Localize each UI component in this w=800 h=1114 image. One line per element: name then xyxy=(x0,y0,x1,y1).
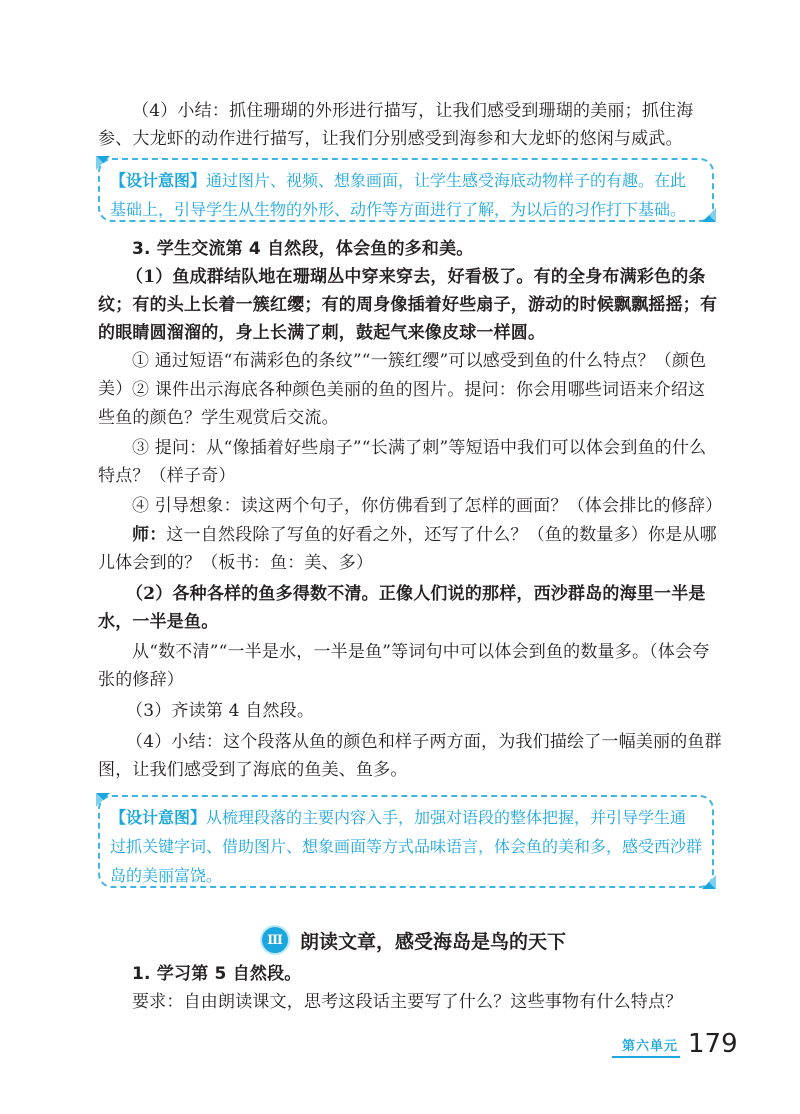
corner-ornament-icon xyxy=(700,206,718,224)
fish-paragraph-2: （2）各种各样的鱼多得数不清。正像人们说的那样，西沙群岛的海里一半是水，一半是鱼。 xyxy=(98,584,706,632)
step3-title: 3. 学生交流第 4 自然段，体会鱼的多和美。 xyxy=(132,239,474,259)
teacher-text: 这一自然段除了写鱼的好看之外，还写了什么？（鱼的数量多）你是从哪儿体会到的？（板书：鱼：美、多） xyxy=(98,525,717,573)
summary-fish: （4）小结：这个段落从鱼的颜色和样子两方面，为我们描绘了一幅美丽的鱼群图，让我们感受到了海底的鱼美、鱼多。 xyxy=(98,732,722,780)
teacher-label: 师： xyxy=(132,525,167,545)
footer-divider xyxy=(612,1056,680,1058)
step1-requirement: 要求：自由朗读课文，思考这段话主要写了什么？这些事物有什么特点？ xyxy=(132,992,683,1012)
design-intent-text: 通过图片、视频、想象画面，让学生感受海底动物样子的有趣。在此基础上，引导学生从生物的外形、动作等方面进行了解，为以后的习作打下基础。 xyxy=(110,171,687,219)
fish-paragraph-1: （1）鱼成群结队地在珊瑚丛中穿来穿去，好看极了。有的全身布满彩色的条纹；有的头上长着一簇红缨；有的周身像插着好些扇子，游动的时候飘飘摇摇；有的眼睛圆溜溜的，身上长满了刺，鼓起气来像皮球一样圆。 xyxy=(98,267,718,343)
section-heading-text: 朗读文章，感受海岛是鸟的天下 xyxy=(300,930,567,953)
question-2: ② 课件出示海底各种颜色美丽的鱼的图片。提问：你会用哪些词语来介绍这些鱼的颜色？学生观赏后交流。 xyxy=(98,380,706,428)
corner-ornament-icon xyxy=(94,791,112,809)
section-numeral-badge: Ⅲ xyxy=(260,925,290,955)
design-intent-box-1 xyxy=(98,158,714,222)
read-aloud-step: （3）齐读第 4 自然段。 xyxy=(126,701,315,721)
summary-coral: （4）小结：抓住珊瑚的外形进行描写，让我们感受到珊瑚的美丽；抓住海参、大龙虾的动作进行描写，让我们分别感受到海参和大龙虾的悠闲与威武。 xyxy=(98,101,694,149)
corner-ornament-icon xyxy=(94,154,112,172)
teacher-question xyxy=(98,521,722,577)
fish-paragraph-2-note: 从“数不清”“一半是水，一半是鱼”等词句中可以体会到鱼的数量多。（体会夸张的修辞） xyxy=(98,642,710,690)
design-intent-tag: 【设计意图】 xyxy=(110,171,207,190)
question-1: ① 通过短语“布满彩色的条纹”“一簇红缨”可以感受到鱼的什么特点？（颜色美） xyxy=(98,351,707,399)
design-intent-box-2 xyxy=(98,795,714,888)
section-heading xyxy=(260,925,566,955)
question-4: ④ 引导想象：读这两个句子，你仿佛看到了怎样的画面？（体会排比的修辞） xyxy=(132,496,723,516)
question-3: ③ 提问：从“像插着好些扇子”“长满了刺”等短语中我们可以体会到鱼的什么特点？（样子奇） xyxy=(98,438,707,486)
step1-title: 1. 学习第 5 自然段。 xyxy=(132,964,302,984)
corner-ornament-icon xyxy=(700,873,718,891)
unit-label: 第六单元 xyxy=(622,1039,679,1054)
design-intent-tag: 【设计意图】 xyxy=(110,808,207,827)
design-intent-text: 从梳理段落的主要内容入手，加强对语段的整体把握，并引导学生通过抓关键字词、借助图片、想象画面等方式品味语言，体会鱼的美和多，感受西沙群岛的美丽富饶。 xyxy=(110,808,703,885)
page-number: 179 xyxy=(688,1029,738,1059)
